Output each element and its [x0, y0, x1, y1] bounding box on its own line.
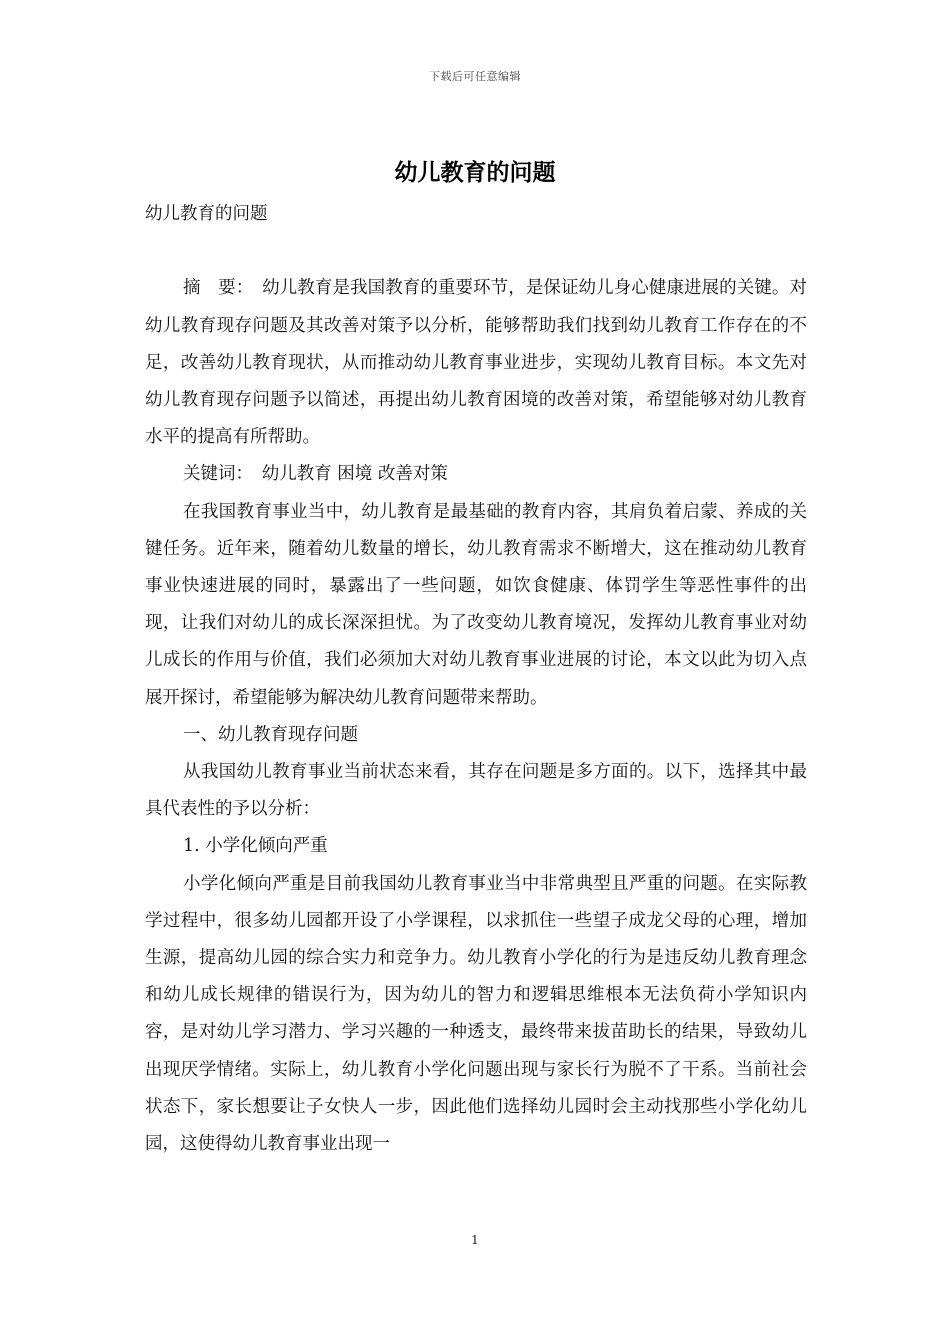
abstract-paragraph: 摘 要： 幼儿教育是我国教育的重要环节，是保证幼儿身心健康进展的关键。对幼儿教育现存问题及其改善对策予以分析，能够帮助我们找到幼儿教育工作存在的不足，改善幼儿教育现状，从而推动幼儿教育事业进步，实现幼儿教育目标。本文先对幼儿教育现存问题予以简述，再提出幼儿教育困境的改善对策，希望能够对幼儿教育水平的提高有所帮助。: [145, 278, 807, 448]
subsection-heading: 1. 小学化倾向严重: [183, 836, 328, 857]
page-number: 1: [471, 1233, 479, 1247]
document-subtitle: 幼儿教育的问题: [145, 204, 268, 224]
section-heading: 一、幼儿教育现存问题: [183, 724, 358, 745]
subsection-paragraph: 小学化倾向严重是目前我国幼儿教育事业当中非常典型且严重的问题。在实际教学过程中，很多幼儿园都开设了小学课程，以求抓住一些望子成龙父母的心理，增加生源，提高幼儿园的综合实力和竞争力。幼儿教育小学化的行为是违反幼儿教育理念和幼儿成长规律的错误行为，因为幼儿的智力和逻辑思维根本无法负荷小学知识内容，是对幼儿学习潜力、学习兴趣的一种透支，最终带来拔苗助长的结果，导致幼儿出现厌学情绪。实际上，幼儿教育小学化问题出现与家长行为脱不了干系。当前社会状态下，家长想要让子女快人一步，因此他们选择幼儿园时会主动找那些小学化幼儿园，这使得幼儿教育事业出现一: [145, 873, 807, 1155]
keywords-line: 关键词： 幼儿教育 困境 改善对策: [183, 464, 448, 485]
document-title: 幼儿教育的问题: [394, 160, 556, 186]
intro-paragraph: 在我国教育事业当中，幼儿教育是最基础的教育内容，其肩负着启蒙、养成的关键任务。近年来，随着幼儿数量的增长，幼儿教育需求不断增大，这在推动幼儿教育事业快速进展的同时，暴露出了一些问题，如饮食健康、体罚学生等恶性事件的出现，让我们对幼儿的成长深深担忧。为了改变幼儿教育境况，发挥幼儿教育事业对幼儿成长的作用与价值，我们必须加大对幼儿教育事业进展的讨论，本文以此为切入点展开探讨，希望能够为解决幼儿教育问题带来帮助。: [145, 501, 807, 708]
blank-line: [145, 233, 807, 270]
header-note: 下载后可任意编辑: [429, 70, 521, 83]
section-intro-paragraph: 从我国幼儿教育事业当前状态来看，其存在问题是多方面的。以下，选择其中最具代表性的予以分析：: [145, 762, 807, 820]
document-body: [145, 196, 807, 1163]
